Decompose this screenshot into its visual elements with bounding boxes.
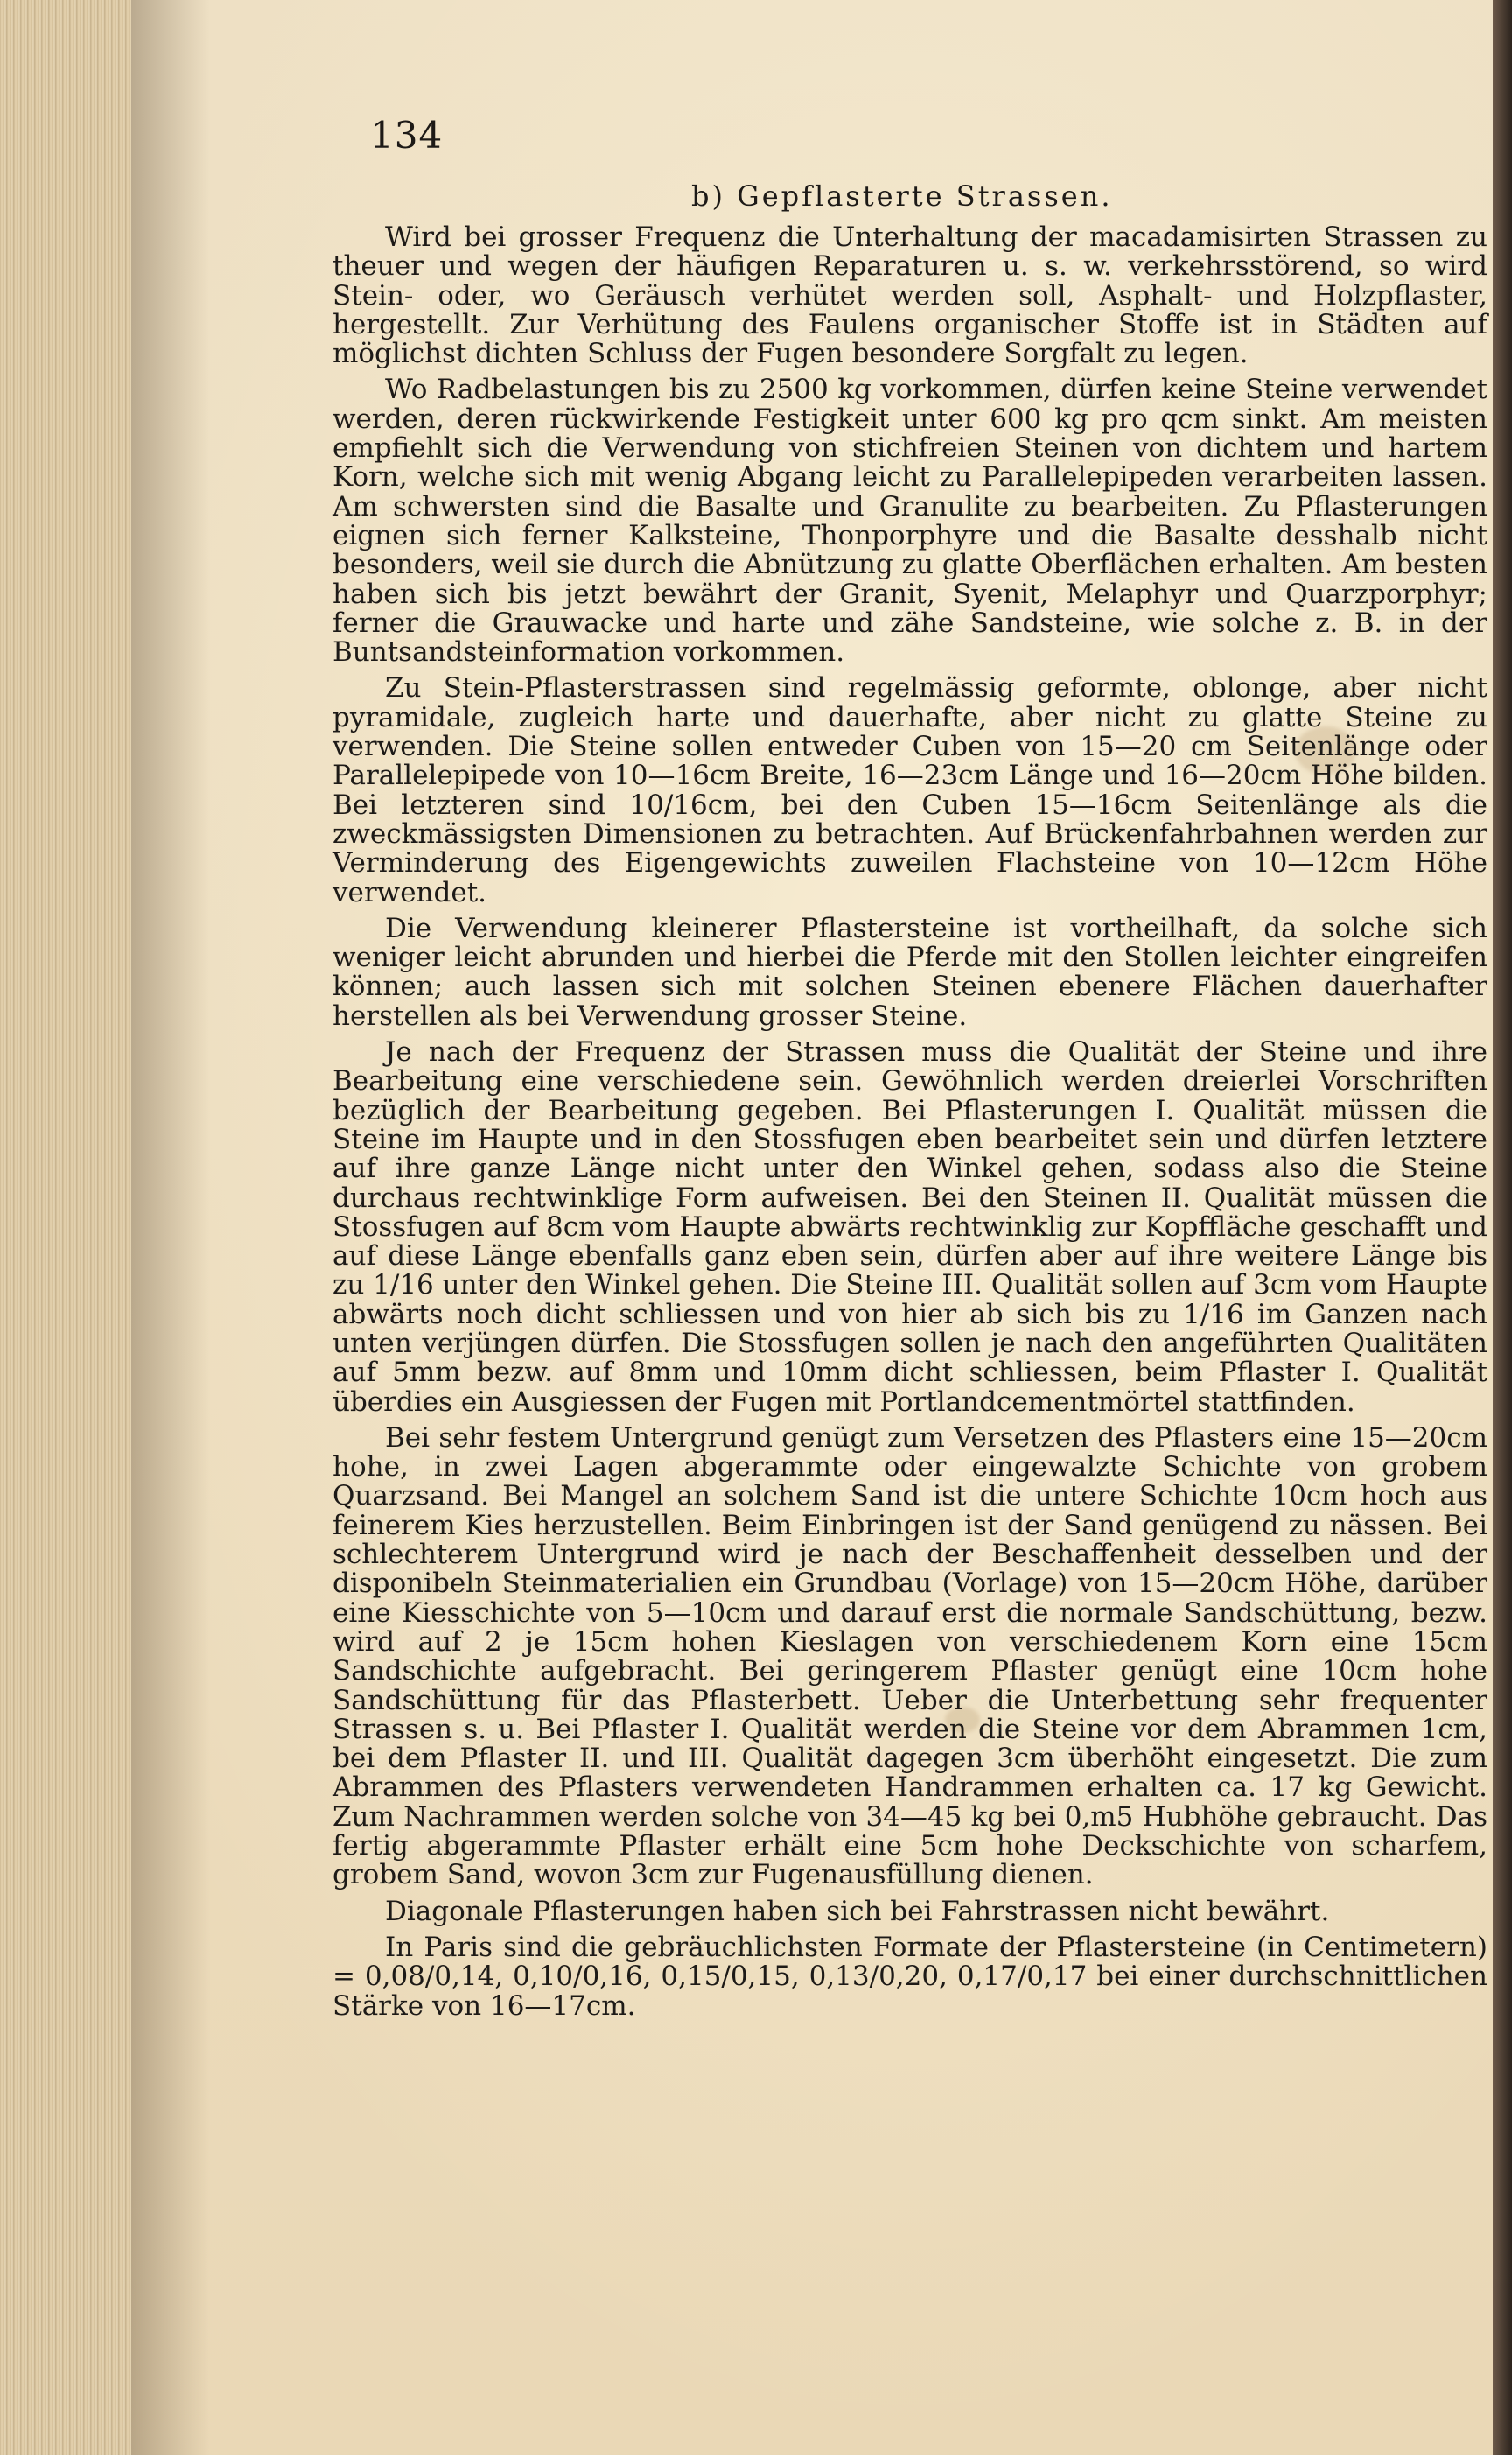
paragraph: Zu Stein-Pflasterstrassen sind regelmässig geformte, oblonge, aber nicht pyramidale, zugleich harte und dauerhafte, aber nicht zu glatte Steine zu verwenden. Die Steine sollen entweder Cuben von 15—20 cm Seitenlänge oder Parallelepipede von 10—16cm Breite, 16—23cm Länge und 16—20cm Höhe bilden. Bei letzteren sind 10/16cm, bei den Cuben 15—16cm Seitenlänge als die zweckmässigsten Dimensionen zu betrachten. Auf Brückenfahrbahnen werden zur Verminderung des Eigengewichts zuweilen Flachsteine von 10—12cm Höhe verwendet.	[332, 672, 1488, 908]
paragraph: Wird bei grosser Frequenz die Unterhaltung der macadamisirten Strassen zu theuer und wegen der häufigen Reparaturen u. s. w. verkehrsstörend, so wird Stein- oder, wo Geräusch verhütet werden soll, Asphalt- und Holzpflaster, hergestellt. Zur Verhütung des Faulens organischer Stoffe ist in Städten auf möglichst dichten Schluss der Fugen besondere Sorgfalt zu legen.	[332, 221, 1488, 370]
page-number: 134	[370, 114, 444, 157]
page-edges	[0, 0, 131, 2455]
book-cover-edge	[1493, 0, 1512, 2455]
body-text	[332, 223, 1488, 2021]
section-heading: b) Gepflasterte Strassen.	[691, 179, 1113, 213]
paragraph: Diagonale Pflasterungen haben sich bei Fahrstrassen nicht bewährt.	[385, 1895, 1330, 1927]
paragraph: Wo Radbelastungen bis zu 2500 kg vorkommen, dürfen keine Steine verwendet werden, deren rückwirkende Festigkeit unter 600 kg pro qcm sinkt. Am meisten empfiehlt sich die Verwendung von stichfreien Steinen von dichtem und hartem Korn, welche sich mit wenig Abgang leicht zu Parallelepipeden verarbeiten lassen. Am schwersten sind die Basalte und Granulite zu bearbeiten. Zu Pflasterungen eignen sich ferner Kalksteine, Thonporphyre und die Basalte desshalb nicht besonders, weil sie durch die Abnützung zu glatte Oberflächen erhalten. Am besten haben sich bis jetzt bewährt der Granit, Syenit, Melaphyr und Quarzporphyr; ferner die Grauwacke und harte und zähe Sandsteine, wie solche z. B. in der Buntsandsteinformation vorkommen.	[332, 374, 1488, 669]
gutter-shadow	[131, 0, 210, 2455]
paragraph: In Paris sind die gebräuchlichsten Formate der Pflastersteine (in Centimetern) = 0,08/0,14, 0,10/0,16, 0,15/0,15, 0,13/0,20, 0,17/0,17 bei einer durchschnittlichen Stärke von 16—17cm.	[332, 1931, 1488, 2022]
paragraph: Die Verwendung kleinerer Pflastersteine ist vortheilhaft, da solche sich weniger leicht abrunden und hierbei die Pferde mit den Stollen leichter eingreifen können; auch lassen sich mit solchen Steinen ebenere Flächen dauerhafter herstellen als bei Verwendung grosser Steine.	[332, 912, 1488, 1032]
paragraph: Je nach der Frequenz der Strassen muss die Qualität der Steine und ihre Bearbeitung eine verschiedene sein. Gewöhnlich werden dreierlei Vorschriften bezüglich der Bearbeitung gegeben. Bei Pflasterungen I. Qualität müssen die Steine im Haupte und in den Stossfugen eben bearbeitet sein und dürfen letztere auf ihre ganze Länge nicht unter den Winkel gehen, sodass also die Steine durchaus rechtwinklige Form aufweisen. Bei den Steinen II. Qualität müssen die Stossfugen auf 8cm vom Haupte abwärts rechtwinklig zur Kopffläche geschafft und auf diese Länge ebenfalls ganz eben sein, dürfen aber auf ihre weitere Länge bis zu 1/16 unter den Winkel gehen. Die Steine III. Qualität sollen auf 3cm vom Haupte abwärts noch dicht schliessen und von hier ab sich bis zu 1/16 im Ganzen nach unten verjüngen dürfen. Die Stossfugen sollen je nach den angeführten Qualitäten auf 5mm bezw. auf 8mm und 10mm dicht schliessen, beim Pflaster I. Qualität überdies ein Ausgiessen der Fugen mit Portlandcementmörtel stattfinden.	[332, 1036, 1488, 1418]
paragraph: Bei sehr festem Untergrund genügt zum Versetzen des Pflasters eine 15—20cm hohe, in zwei Lagen abgerammte oder eingewalzte Schichte von grobem Quarzsand. Bei Mangel an solchem Sand ist die untere Schichte 10cm hoch aus feinerem Kies herzustellen. Beim Einbringen ist der Sand genügend zu nässen. Bei schlechterem Untergrund wird je nach der Beschaffenheit desselben und der disponibeln Steinmaterialien ein Grundbau (Vorlage) von 15—20cm Höhe, darüber eine Kiesschichte von 5—10cm und darauf erst die normale Sandschüttung, bezw. wird auf 2 je 15cm hohen Kieslagen von verschiedenem Korn eine 15cm Sandschichte aufgebracht. Bei geringerem Pflaster genügt eine 10cm hohe Sandschüttung für das Pflasterbett. Ueber die Unterbettung sehr frequenter Strassen s. u. Bei Pflaster I. Qualität werden die Steine vor dem Abrammen 1cm, bei dem Pflaster II. und III. Qualität dagegen 3cm überhöht eingesetzt. Die zum Abrammen des Pflasters verwendeten Handrammen erhalten ca. 17 kg Gewicht. Zum Nachrammen werden solche von 34—45 kg bei 0,m5 Hubhöhe gebraucht. Das fertig abgerammte Pflaster erhält eine 5cm hohe Deckschichte von scharfem, grobem Sand, wovon 3cm zur Fugenausfüllung dienen.	[332, 1421, 1488, 1891]
